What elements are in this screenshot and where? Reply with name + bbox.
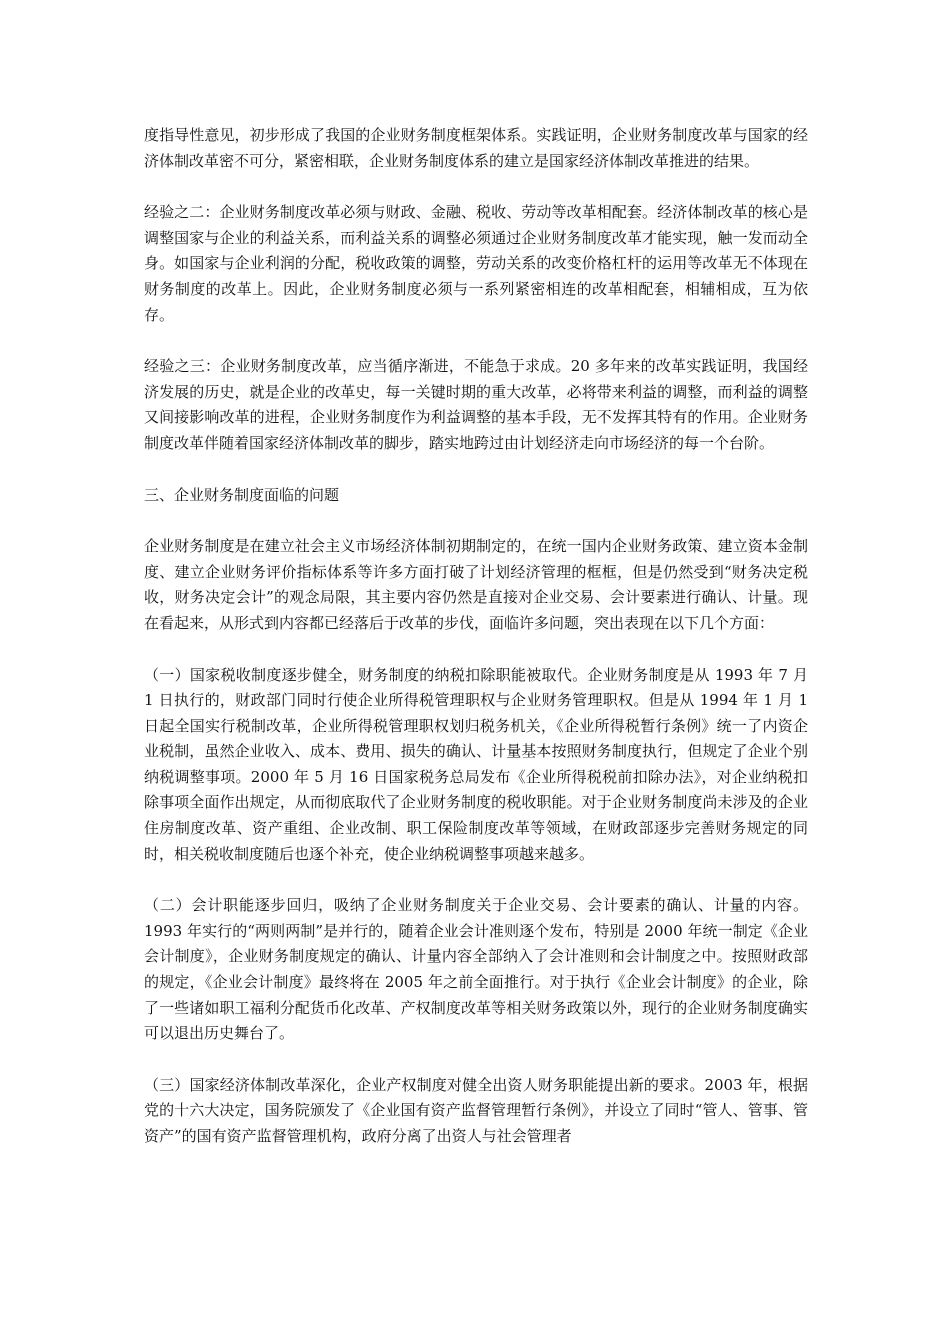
paragraph-experience-three: 经验之三：企业财务制度改革，应当循序渐进，不能急于求成。20 多年来的改革实践证明，我国经济发展的历史，就是企业的改革史，每一关键时期的重大改革，必将带来利益的调整，而利益的调整又间接影响改革的进程，企业财务制度作为利益调整的基本手段，无不发挥其特有的作用。企业财务制度改革伴随着国家经济体制改革的脚步，踏实地跨过由计划经济走向市场经济的每一个台阶。 — [144, 357, 808, 452]
paragraph-experience-two: 经验之二：企业财务制度改革必须与财政、金融、税收、劳动等改革相配套。经济体制改革的核心是调整国家与企业的利益关系，而利益关系的调整必须通过企业财务制度改革才能实现，触一发而动全身。如国家与企业利润的分配，税收政策的调整，劳动关系的改变价格杠杆的运用等改革无不体现在财务制度的改革上。因此，企业财务制度必须与一系列紧密相连的改革相配套，相辅相成，互为依存。 — [144, 203, 808, 324]
paragraph-problem-one: （一）国家税收制度逐步健全，财务制度的纳税扣除职能被取代。企业财务制度是从 1993 年 7 月 1 日执行的，财政部门同时行使企业所得税管理职权与企业财务管理职权。但是从 1994 年 1 月 1 日起全国实行税制改革，企业所得税管理职权划归税务机关，《企业所得税暂行条例》统一了内资企业税制，虽然企业收入、成本、费用、损失的确认、计量基本按照财务制度执行，但规定了企业个别纳税调整事项。2000 年 5 月 16 日国家税务总局发布《企业所得税税前扣除办法》，对企业纳税扣除事项全面作出规定，从而彻底取代了企业财务制度的税收职能。对于企业财务制度尚未涉及的企业住房制度改革、资产重组、企业改制、职工保险制度改革等领域，在财政部逐步完善财务规定的同时，相关税收制度随后也逐个补充，使企业纳税调整事项越来越多。 — [144, 665, 808, 863]
paragraph-problem-two: （二）会计职能逐步回归，吸纳了企业财务制度关于企业交易、会计要素的确认、计量的内容。1993 年实行的“两则两制”是并行的，随着企业会计准则逐个发布，特别是 2000 年统一制定《企业会计制度》，企业财务制度规定的确认、计量内容全部纳入了会计准则和会计制度之中。按照财政部的规定，《企业会计制度》最终将在 2005 年之前全面推行。对于执行《企业会计制度》的企业，除了一些诸如职工福利分配货币化改革、产权制度改革等相关财务政策以外，现行的企业财务制度确实可以退出历史舞台了。 — [144, 896, 808, 1043]
document-body — [144, 123, 808, 1176]
section-heading-problems: 三、企业财务制度面临的问题 — [144, 485, 340, 504]
paragraph-problems-intro: 企业财务制度是在建立社会主义市场经济体制初期制定的，在统一国内企业财务政策、建立资本金制度、建立企业财务评价指标体系等许多方面打破了计划经济管理的框框，但是仍然受到“财务决定税收，财务决定会计”的观念局限，其主要内容仍然是直接对企业交易、会计要素进行确认、计量。现在看起来，从形式到内容都已经落后于改革的步伐，面临许多问题，突出表现在以下几个方面： — [144, 537, 808, 632]
paragraph-problem-three: （三）国家经济体制改革深化，企业产权制度对健全出资人财务职能提出新的要求。2003 年，根据党的十六大决定，国务院颁发了《企业国有资产监督管理暂行条例》，并设立了同时“管人、管事、管资产”的国有资产监督管理机构，政府分离了出资人与社会管理者 — [144, 1075, 808, 1145]
paragraph-continuation: 度指导性意见，初步形成了我国的企业财务制度框架体系。实践证明，企业财务制度改革与国家的经济体制改革密不可分，紧密相联，企业财务制度体系的建立是国家经济体制改革推进的结果。 — [144, 126, 808, 170]
